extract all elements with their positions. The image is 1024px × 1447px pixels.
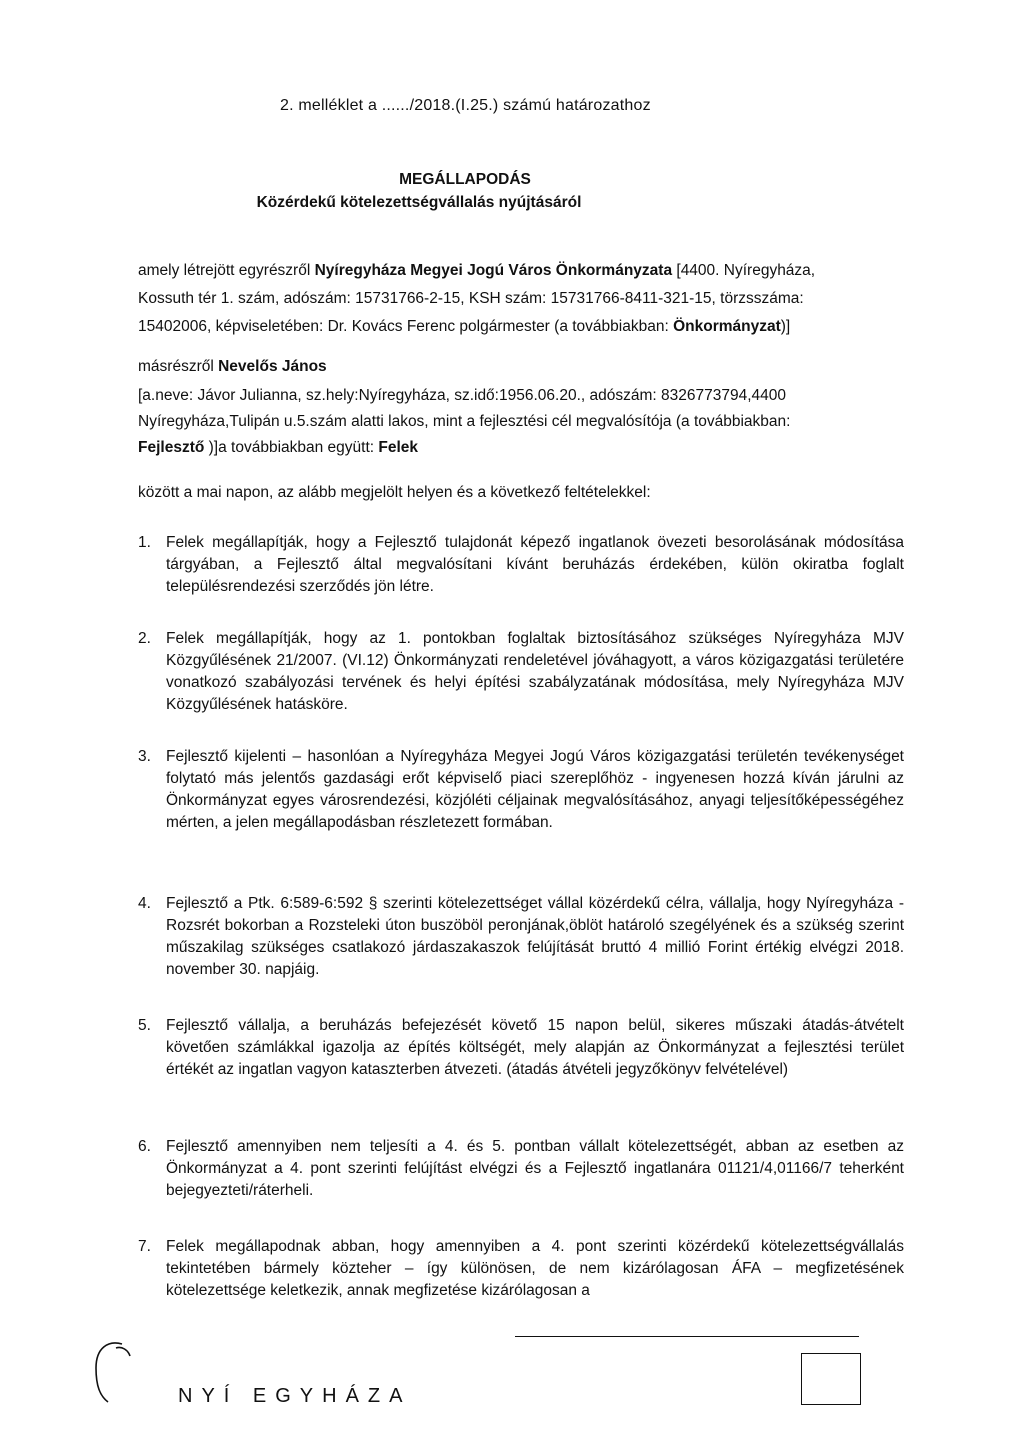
document-title: MEGÁLLAPODÁS — [399, 171, 531, 188]
clause-number: 7. — [138, 1238, 151, 1255]
clause-text: Fejlesztő amennyiben nem teljesíti a 4. és 5. pontban vállalt kötelezettségét, abban az esetben az Önkormányzat a 4. pont szerinti felújítást elvégzi és a Fejlesztő ingatlanára 01121/4,01166/7 teherként bejegyezteti/ráterheli. — [166, 1138, 904, 1199]
clause-number: 3. — [138, 748, 151, 765]
party-line-6: Nyíregyháza,Tulipán u.5.szám alatti lakos, mint a fejlesztési cél megvalósítója (a továbbiakban: — [138, 413, 791, 430]
party-line-7: Fejlesztő )]a továbbiakban együtt: Felek — [138, 439, 419, 456]
party-line-5: [a.neve: Jávor Julianna, sz.hely:Nyíregyháza, sz.idő:1956.06.20., adószám: 8326773794,4400 — [138, 387, 786, 404]
clause-number: 6. — [138, 1138, 151, 1155]
document-subtitle: Közérdekű kötelezettségvállalás nyújtásáról — [256, 194, 582, 211]
clause-text: Fejlesztő a Ptk. 6:589-6:592 § szerinti kötelezettséget vállal közérdekű célra, vállalja, hogy Nyíregyháza - Rozsrét bokorban a Rozsteleki úton buszöböl peronjának,öblöt határoló szegélyének és a szükség szerint műszakilag szükséges csatlakozó járdaszakaszok felújítását bruttó 4 millió Forint értékig elvégzi 2018. november 30. napjáig. — [166, 895, 904, 978]
city-logo-icon — [86, 1338, 136, 1404]
clause-text: Felek megállapítják, hogy az 1. pontokban foglaltak biztosításához szükséges Nyíregyháza MJV Közgyűlésének 21/2007. (VI.12) Önkormányzati rendeletével jóváhagyott, a város közigazgatási területére vonatkozó szabályozási tervének és helyi építési szabályzatának módosítása, mely Nyíregyháza MJV Közgyűlésének hatásköre. — [166, 630, 904, 713]
intro-text: között a mai napon, az alább megjelölt helyen és a következő feltételekkel: — [138, 484, 651, 501]
clause-text: Felek megállapodnak abban, hogy amennyiben a 4. pont szerinti közérdekű kötelezettségvállalás tekintetében bármely közteher – így különösen, de nem kizárólagosan ÁFA – megfizetésének kötelezettsége keletkezik, annak megfizetése kizárólagosan a — [166, 1238, 904, 1299]
clause-number: 1. — [138, 534, 151, 551]
clause-number: 5. — [138, 1017, 151, 1034]
annex-header: 2. melléklet a ....../2018.(I.25.) számú határozathoz — [280, 97, 651, 114]
party-line-3: 15402006, képviseletében: Dr. Kovács Ferenc polgármester (a továbbiakban: Önkormányzat)] — [138, 318, 791, 335]
clause-text: Felek megállapítják, hogy a Fejlesztő tulajdonát képező ingatlanok övezeti besorolásának módosítása tárgyában, a Fejlesztő által megvalósítani kívánt beruházás érdekében, külön okiratba foglalt településrendezési szerződés jön létre. — [166, 534, 904, 595]
clause-text: Fejlesztő kijelenti – hasonlóan a Nyíregyháza Megyei Jogú Város közigazgatási területén tevékenységet folytató más jelentős gazdasági erőt képviselő piaci szereplőhöz - ingyenesen hozzá kíván járulni az Önkormányzat egyes városrendezési, közjóléti céljainak megvalósításához, anyagi teljesítőképességéhez mérten, a jelen megállapodásban részletezett formában. — [166, 748, 904, 831]
clause-number: 4. — [138, 895, 151, 912]
footer-city-name: NYÍ EGYHÁZA — [178, 1385, 412, 1407]
party-line-2: Kossuth tér 1. szám, adószám: 15731766-2-15, KSH szám: 15731766-8411-321-15, törzsszáma: — [138, 290, 804, 307]
clause-text: Fejlesztő vállalja, a beruházás befejezését követő 15 napon belül, sikeres műszaki átadás-átvételt követően számlákkal igazolja az építés költségét, mely alapján az Önkormányzat a fejlesztési terület értékét az ingatlan vagyon kataszterben átvezeti. (átadás átvételi jegyzőkönyv felvételével) — [166, 1017, 904, 1078]
party-line-4: másrészről Nevelős János — [138, 358, 327, 375]
party-line-1: amely létrejött egyrészről Nyíregyháza Megyei Jogú Város Önkormányzata [4400. Nyíregyháza, — [138, 262, 816, 279]
footer-rule — [515, 1336, 859, 1337]
initial-box — [801, 1353, 861, 1405]
clause-number: 2. — [138, 630, 151, 647]
